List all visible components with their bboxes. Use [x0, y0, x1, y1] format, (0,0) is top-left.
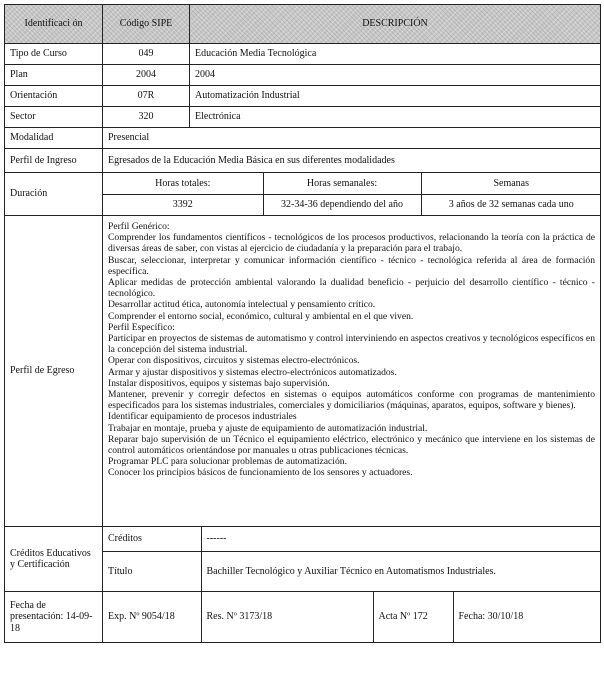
row-label: Plan	[5, 65, 103, 86]
titulo-value: Bachiller Tecnológico y Auxiliar Técnico en Automatismos Industriales.	[201, 551, 600, 591]
row-tipo-curso	[5, 44, 601, 65]
row-label: Duración	[5, 173, 103, 216]
egreso-line: Conocer los principios básicos de funcionamiento de los sensores y actuadores.	[108, 467, 413, 479]
row-label: Perfil de Ingreso	[5, 149, 103, 173]
egreso-line: Programar PLC para solucionar problemas de automatización.	[108, 456, 347, 468]
creditos-table	[103, 527, 600, 591]
egreso-line: Instalar dispositivos, equipos y sistemas bajo supervisión.	[108, 377, 330, 389]
exp-number: Exp. Nº 9054/18	[103, 592, 201, 642]
row-perfil-ingreso	[5, 149, 601, 173]
egreso-line: Identificar equipamiento de procesos industriales	[108, 411, 297, 423]
titulo-label: Título	[103, 551, 201, 591]
row-desc: 2004	[190, 65, 601, 86]
row-label: Tipo de Curso	[5, 44, 103, 65]
duracion-table	[103, 173, 601, 215]
egreso-line: Perfil Genérico:	[108, 221, 170, 232]
row-desc: Educación Media Tecnológica	[190, 44, 601, 65]
header-descripcion: DESCRIPCIÓN	[190, 5, 601, 44]
egreso-line: Armar y ajustar dispositivos y sistemas electro-electrónicos automatizados.	[108, 366, 397, 378]
egreso-line: Mantener, prevenir y corregir defectos en sistemas o equipos automáticos conforme con programas de mantenimiento especificados para los sistemas industriales, comerciales y domiciliarios (máquinas, aparatos, equipos, software y bienes).	[108, 389, 595, 412]
row-label: Sector	[5, 107, 103, 128]
row-perfil-egreso	[5, 216, 601, 527]
horas-totales-value: 3392	[103, 194, 263, 215]
fecha-value: Fecha: 30/10/18	[458, 611, 524, 623]
row-plan	[5, 65, 601, 86]
row-desc: Electrónica	[190, 107, 601, 128]
duracion-cell	[103, 173, 601, 216]
egreso-line: Buscar, seleccionar, interpretar y comunicar información científico - técnico - tecnológica referida al área de formación específica.	[108, 254, 595, 277]
header-codigo-sipe: Código SIPE	[103, 5, 190, 44]
row-creditos	[5, 527, 601, 592]
row-label: Modalidad	[5, 128, 103, 149]
egreso-line: Desarrollar actitud ética, autonomía intelectual y pensamiento crítico.	[108, 299, 376, 311]
row-desc: Automatización Industrial	[190, 86, 601, 107]
document-page	[4, 4, 600, 643]
row-label: Fecha de presentación: 14-09-18	[5, 592, 103, 643]
egreso-line: Comprender los fundamentos científicos - tecnológicos de los procesos productivos, relacionando la teoría con la práctica de diversas áreas de saber, con vistas al ejercicio de ciudadanía y la preparación para el trabajo.	[108, 232, 595, 255]
egreso-line: Trabajar en montaje, prueba y ajuste de equipamiento de automatización industrial.	[108, 422, 428, 434]
row-desc: Egresados de la Educación Media Básica en sus diferentes modalidades	[103, 149, 601, 173]
egreso-text	[103, 216, 601, 527]
header-row	[5, 5, 601, 44]
row-duracion	[5, 173, 601, 216]
res-number: Res. Nº 3173/18	[201, 592, 373, 642]
semanas-value: 3 años de 32 semanas cada uno	[421, 194, 601, 215]
course-table	[4, 4, 601, 643]
egreso-line: Participar en proyectos de sistemas de automatismo y control interviniendo en aspectos creativos y tecnológicos específicos en la concepción del sistema industrial.	[108, 333, 595, 356]
fecha-cell	[103, 592, 601, 643]
row-code: 320	[103, 107, 190, 128]
egreso-line: Operar con dispositivos, circuitos y sistemas electro-electrónicos.	[108, 355, 360, 367]
row-desc: Presencial	[103, 128, 601, 149]
header-identificacion: Identificaci ón	[5, 5, 103, 44]
creditos-value: ------	[206, 533, 227, 545]
creditos-label: Créditos	[103, 527, 201, 551]
row-label: Perfil de Egreso	[5, 216, 103, 527]
horas-totales-header: Horas totales:	[103, 173, 263, 194]
row-code: 07R	[103, 86, 190, 107]
egreso-line: Perfil Específico:	[108, 321, 175, 333]
row-orientacion	[5, 86, 601, 107]
creditos-cell	[103, 527, 601, 592]
horas-semanales-value: 32-34-36 dependiendo del año	[263, 194, 421, 215]
row-label: Créditos Educativos y Certificación	[5, 527, 103, 592]
row-fecha	[5, 592, 601, 643]
row-label: Orientación	[5, 86, 103, 107]
row-modalidad	[5, 128, 601, 149]
egreso-line: Aplicar medidas de protección ambiental valorando la dualidad beneficio - perjuicio del desarrollo científico - técnico - tecnológico.	[108, 277, 595, 300]
row-code: 049	[103, 44, 190, 65]
row-code: 2004	[103, 65, 190, 86]
egreso-line: Comprender el entorno social, económico, cultural y ambiental en el que viven.	[108, 310, 414, 322]
egreso-line: Reparar bajo supervisión de un Técnico el equipamiento eléctrico, electrónico y mecánico que interviene en los sistemas de control automáticos orientándose por manuales u otras publicaciones técnicas.	[108, 433, 595, 457]
semanas-header: Semanas	[493, 177, 530, 189]
row-sector	[5, 107, 601, 128]
horas-semanales-header: Horas semanales:	[263, 173, 421, 194]
fecha-table	[103, 592, 600, 642]
acta-number: Acta Nº 172	[373, 592, 453, 642]
